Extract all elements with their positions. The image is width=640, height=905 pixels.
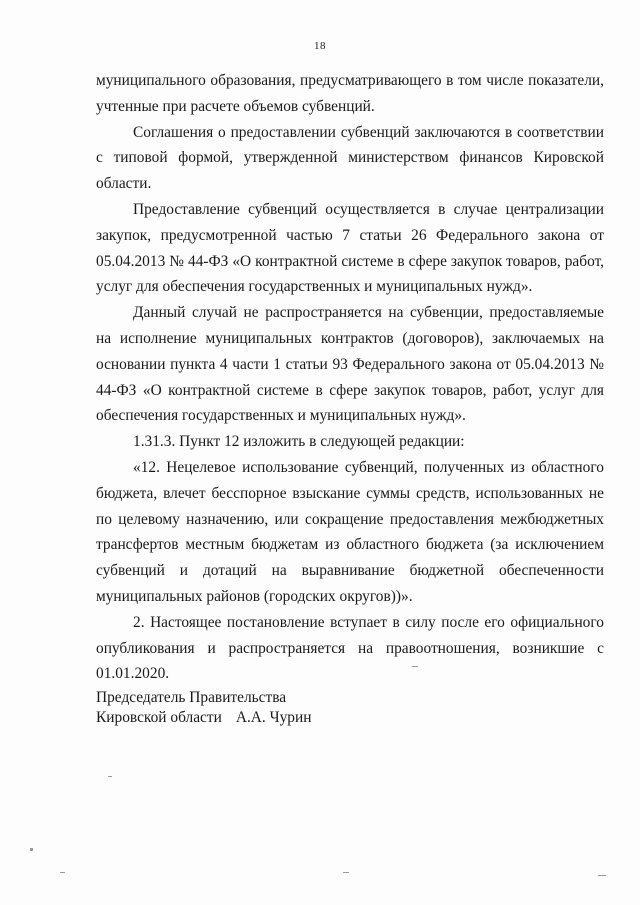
signatory-name: А.А. Чурин (235, 709, 312, 726)
document-body (96, 68, 604, 687)
signatory-title-line1: Председатель Правительства (96, 689, 287, 706)
scan-speck (60, 872, 65, 873)
scan-speck (343, 872, 349, 873)
paragraph-agreements: Соглашения о предоставлении субвенций заключаются в соответствии с типовой формой, утвержденной министерством финансов Кировской области. (96, 123, 604, 193)
scan-speck (412, 666, 418, 667)
paragraph-exception: Данный случай не распространяется на субвенции, предоставляемые на исполнение муниципальных контрактов (договоров), заключаемых на основании пункта 4 части 1 статьи 93 Федерального закона от 05.04.2013 № 44-ФЗ «О контрактной системе в сфере закупок товаров, работ, услуг для обеспечения государственных и муниципальных нужд». (96, 304, 604, 425)
paragraph-item-1-31-3: 1.31.3. Пункт 12 изложить в следующей редакции: (133, 433, 465, 451)
scan-speck (598, 875, 606, 876)
signatory-region: Кировской области (96, 709, 222, 726)
paragraph-entry-into-force: 2. Настоящее постановление вступает в силу после его официального опубликования и распространяется на правоотношения, возникшие с 01.01.2020. (96, 613, 604, 683)
page-number: 18 (314, 40, 326, 52)
paragraph-item-12: «12. Нецелевое использование субвенций, полученных из областного бюджета, влечет бесспорное взыскание суммы средств, использованных не по целевому назначению, или сокращение предоставления межбюджетных трансфертов местным бюджетам из областного бюджета (за исключением субвенций и дотаций на выравнивание бюджетной обеспеченности муниципальных районов (городских округов))». (96, 458, 604, 605)
paragraph-continuation: муниципального образования, предусматривающего в том числе показатели, учтенные при расчете объемов субвенций. (96, 72, 604, 115)
scan-speck (30, 848, 33, 851)
signatory-title-line2 (96, 708, 311, 728)
paragraph-provision: Предоставление субвенций осуществляется в случае централизации закупок, предусмотренной частью 7 статьи 26 Федерального закона от 05.04.2013 № 44-ФЗ «О контрактной системе в сфере закупок товаров, работ, услуг для обеспечения государственных и муниципальных нужд». (96, 200, 604, 296)
signature-block (96, 688, 311, 728)
scan-speck (108, 776, 112, 777)
